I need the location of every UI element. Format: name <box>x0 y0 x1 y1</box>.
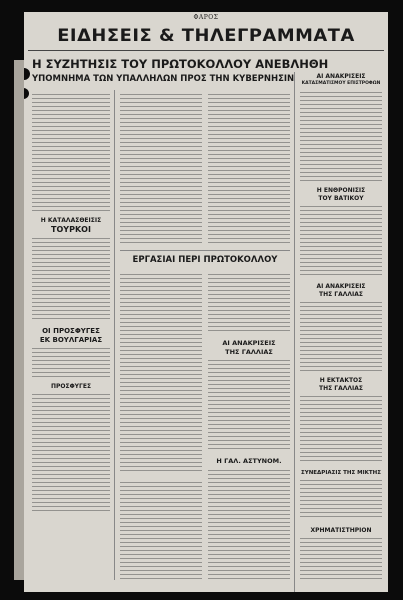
article-title: ΤΗΣ ΓΑΛΛΙΑΣ <box>318 291 364 298</box>
article-title: ΤΗΣ ΓΑΛΛΙΑΣ <box>318 385 364 392</box>
article-body <box>208 94 290 244</box>
signature <box>70 518 110 524</box>
article-body <box>208 360 290 450</box>
article-body <box>120 94 202 244</box>
article-body <box>300 480 382 520</box>
article-body <box>32 238 110 320</box>
column-divider <box>294 72 295 592</box>
article-title: ΚΑΤΑΣΜΑΤΙΣΜΟΥ ΕΠΙΣΤΡΟΦΩΝ <box>301 81 381 86</box>
section-rule <box>120 250 290 251</box>
article-body <box>300 92 382 182</box>
article-body <box>32 348 110 378</box>
binding-hole <box>24 88 29 99</box>
lead-subheadline: ΥΠΟΜΝΗΜΑ ΤΩΝ ΥΠΑΛΛΗΛΩΝ ΠΡΟΣ ΤΗΝ ΚΥΒΕΡΝΗΣΙΝ <box>32 74 295 84</box>
article-body <box>32 94 110 214</box>
article-body <box>120 482 202 580</box>
masthead-rule <box>28 50 384 51</box>
article-body <box>120 274 202 474</box>
column-divider <box>114 90 115 580</box>
article-title: Η ΕΚΤΑΚΤΟΣ <box>319 377 363 384</box>
running-head: ΦΑΡΟΣ <box>193 14 219 21</box>
article-title: ΕΡΓΑΣΙΑΙ ΠΕΡΙ ΠΡΩΤΟΚΟΛΛΟΥ <box>132 255 278 265</box>
article-title: Η ΚΑΤΑΛΑΣΘΕΙΣΙΣ <box>40 217 102 224</box>
article-title: ΑΙ ΑΝΑΚΡΙΣΕΙΣ <box>222 339 276 347</box>
article-title: Η ΓΑΛ. ΑΣΤΥΝΟΜ. <box>216 457 282 465</box>
article-body <box>300 206 382 276</box>
lead-headline: Η ΣΥΖΗΤΗΣΙΣ ΤΟΥ ΠΡΩΤΟΚΟΛΛΟΥ ΑΝΕΒΛΗΘΗ <box>32 57 329 71</box>
article-title: ΟΙ ΠΡΟΣΦΥΓΕΣ <box>42 327 100 335</box>
article-title: Η ΕΝΘΡΟΝΙΣΙΣ <box>316 187 366 194</box>
article-body <box>300 538 382 580</box>
article-title: ΤΗΣ ΓΑΛΛΙΑΣ <box>225 348 273 356</box>
masthead: ΕΙΔΗΣΕΙΣ & ΤΗΛΕΓΡΑΜΜΑΤΑ <box>57 26 355 46</box>
binding-hole <box>24 68 30 80</box>
article-body <box>32 394 110 514</box>
article-title: ΠΡΟΣΦΥΓΕΣ <box>50 383 92 390</box>
article-title: ΤΟΥ ΒΑΤΙΚΟΥ <box>318 195 364 202</box>
article-body <box>300 396 382 462</box>
article-body <box>208 274 290 334</box>
newspaper-page <box>24 12 388 592</box>
article-title: ΤΟΥΡΚΟΙ <box>51 225 91 234</box>
article-title: ΑΙ ΑΝΑΚΡΙΣΕΙΣ <box>316 73 366 80</box>
article-title: ΣΥΝΕΔΡΙΑΣΙΣ ΤΗΣ ΜΙΚΤΗΣ <box>300 470 382 476</box>
article-title: ΕΚ ΒΟΥΛΓΑΡΙΑΣ <box>39 336 103 344</box>
article-title: ΑΙ ΑΝΑΚΡΙΣΕΙΣ <box>316 283 366 290</box>
article-body <box>300 302 382 372</box>
article-title: ΧΡΗΜΑΤΙΣΤΗΡΙΟΝ <box>310 527 372 534</box>
article-body <box>208 470 290 580</box>
